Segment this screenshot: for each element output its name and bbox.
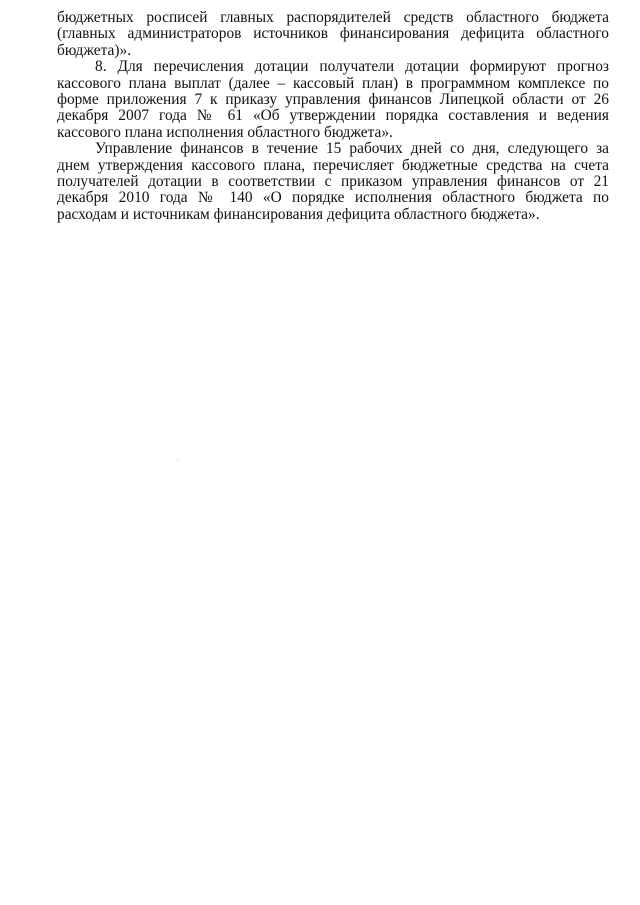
text-line: бюджетных росписей главных распорядителей средств областного бюджета (57, 9, 609, 26)
text-line: декабря 2010 года № 140 «О порядке исполнения областного бюджета по (57, 189, 609, 207)
text-line: 8. Для перечисления дотации получатели дотации формируют прогноз (95, 58, 609, 76)
text-line: (главных администраторов источников финансирования дефицита областного (57, 25, 609, 43)
text-line: получателей дотации в соответствии с приказом управления финансов от 21 (57, 172, 609, 190)
scan-speck (177, 459, 178, 460)
document-body (57, 10, 609, 223)
text-line: днем утверждения кассового плана, перечисляет бюджетные средства на счета (57, 156, 609, 174)
text-line: Управление финансов в течение 15 рабочих дней со дня, следующего за (95, 140, 609, 158)
text-line: кассового плана выплат (далее – кассовый план) в программном комплексе по (57, 74, 609, 92)
text-line: бюджета)». (57, 41, 132, 59)
text-line: кассового плана исполнения областного бюджета». (57, 123, 393, 141)
text-line: форме приложения 7 к приказу управления финансов Липецкой области от 26 (57, 90, 609, 108)
paragraph-transfer-of-funds (57, 141, 609, 223)
text-line: расходам и источникам финансирования дефицита областного бюджета». (57, 205, 540, 223)
text-line: декабря 2007 года № 61 «Об утверждении порядка составления и ведения (57, 107, 609, 125)
paragraph-budget-schedules (57, 10, 609, 59)
paragraph-item-8 (57, 59, 609, 141)
